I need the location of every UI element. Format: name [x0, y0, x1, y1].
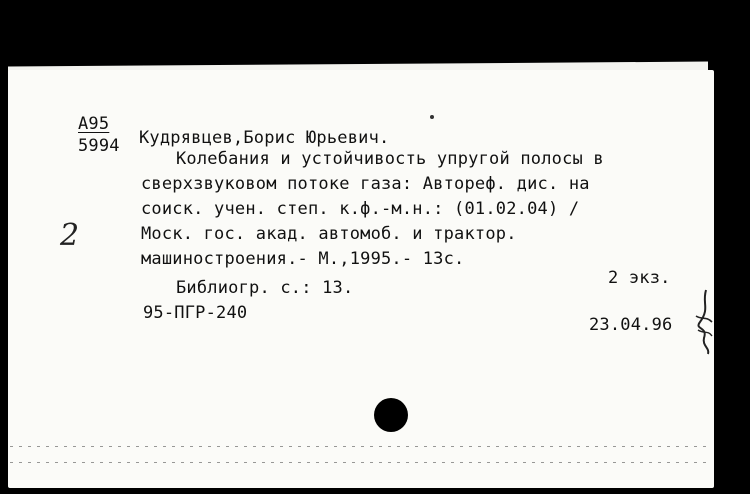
catalog-code: 95-ПГР-240 [143, 303, 248, 323]
card-date: 23.04.96 [589, 315, 673, 335]
title-line-3: соиск. учен. степ. к.ф.-м.н.: (01.02.04) / [141, 199, 580, 219]
scan-artifact-line [10, 446, 710, 447]
copies-count: 2 экз. [608, 268, 671, 288]
scan-artifact-line [10, 462, 710, 463]
shelfmark: А95 [78, 114, 110, 134]
title-line-1: Колебания и устойчивость упругой полосы в [176, 149, 604, 169]
punch-hole [374, 398, 408, 432]
record-number: 5994 [78, 136, 120, 156]
author-name: Кудрявцев,Борис Юрьевич. [139, 128, 390, 148]
signature-mark [688, 286, 718, 356]
title-line-2: сверхзвуковом потоке газа: Автореф. дис. на [141, 174, 590, 194]
title-line-4: Моск. гос. акад. автомоб. и трактор. [141, 224, 517, 244]
stray-mark [430, 115, 434, 119]
title-line-5: машиностроения.- М.,1995.- 13с. [141, 249, 465, 269]
handwritten-number: 2 [60, 218, 80, 253]
bibliography-note: Библиогр. с.: 13. [176, 278, 354, 298]
